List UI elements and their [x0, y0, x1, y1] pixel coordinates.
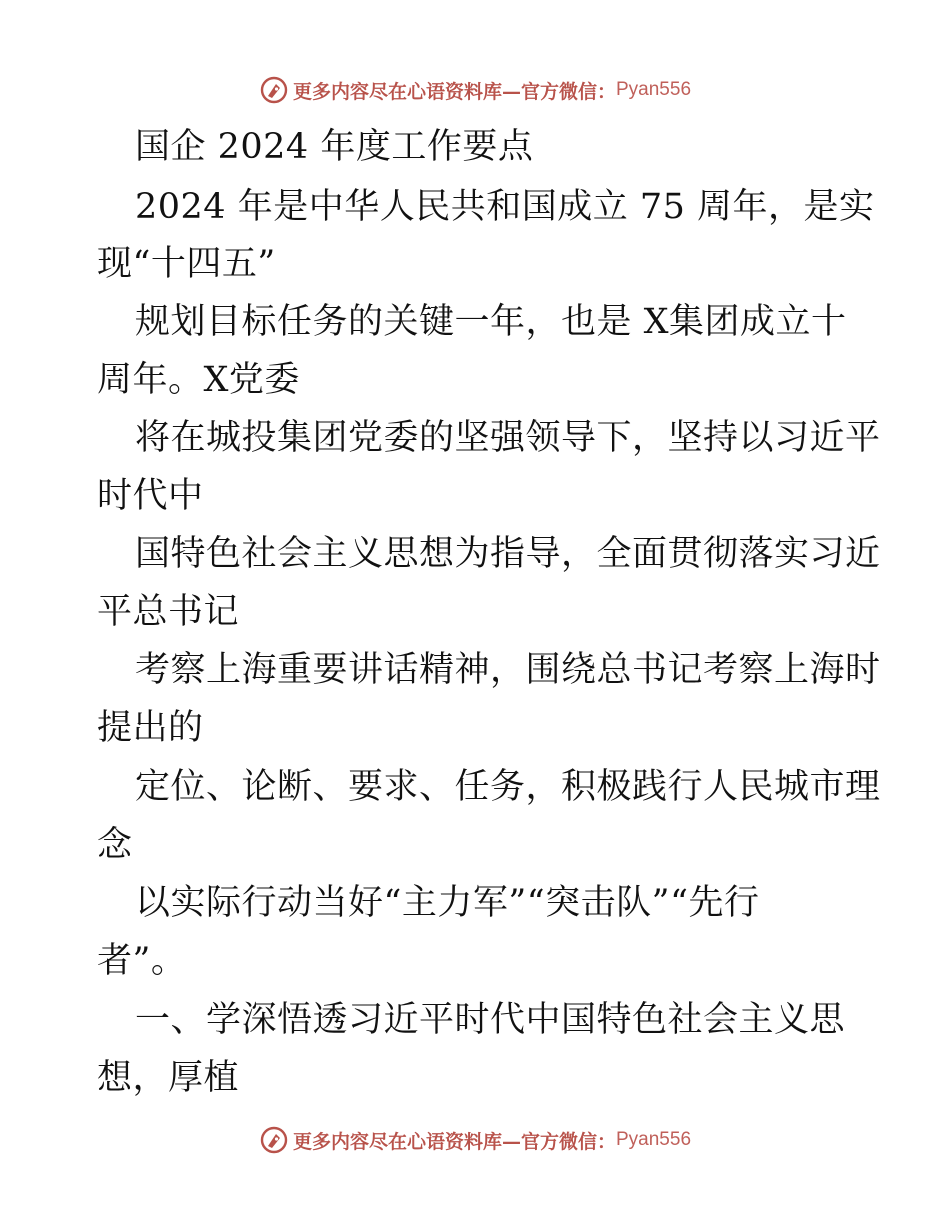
paragraph-line: 将在城投集团党委的坚强领导下，坚持以习近平	[135, 418, 881, 458]
paragraph-line: 平总书记	[97, 592, 240, 632]
section-heading-line: 想，厚植	[97, 1058, 240, 1098]
paragraph-line: 规划目标任务的关键一年，也是 X集团成立十	[135, 302, 847, 342]
paragraph-line: 考察上海重要讲话精神，围绕总书记考察上海时	[135, 650, 881, 690]
paragraph-line: 提出的	[97, 708, 204, 748]
paragraph-line: 以实际行动当好“主力军”“突击队”“先行	[135, 883, 760, 923]
watermark-text: 更多内容尽在心语资料库—官方微信：	[292, 1130, 616, 1153]
paragraph-line: 定位、论断、要求、任务，积极践行人民城市理	[135, 767, 881, 807]
paragraph-line: 2024 年是中华人民共和国成立 75 周年，是实	[135, 187, 875, 227]
paragraph-line: 念	[97, 825, 133, 865]
watermark-banner-bottom	[0, 1120, 950, 1160]
pen-nib-circle-icon	[259, 1125, 289, 1155]
paragraph-line: 现“十四五”	[97, 244, 276, 284]
document-title: 国企 2024 年度工作要点	[135, 127, 534, 167]
paragraph-line: 时代中	[97, 476, 204, 516]
paragraph-line: 者”。	[97, 941, 187, 981]
watermark-text: 更多内容尽在心语资料库—官方微信：	[292, 80, 616, 103]
section-heading-line: 一、学深悟透习近平时代中国特色社会主义思	[135, 1000, 846, 1040]
paragraph-line: 周年。X党委	[97, 360, 300, 400]
pen-nib-circle-icon	[259, 75, 289, 105]
watermark-banner-top	[0, 70, 950, 110]
paragraph-line: 国特色社会主义思想为指导，全面贯彻落实习近	[135, 534, 881, 574]
watermark-wechat-id: Pyan556	[616, 1129, 692, 1150]
watermark-wechat-id: Pyan556	[616, 79, 692, 100]
